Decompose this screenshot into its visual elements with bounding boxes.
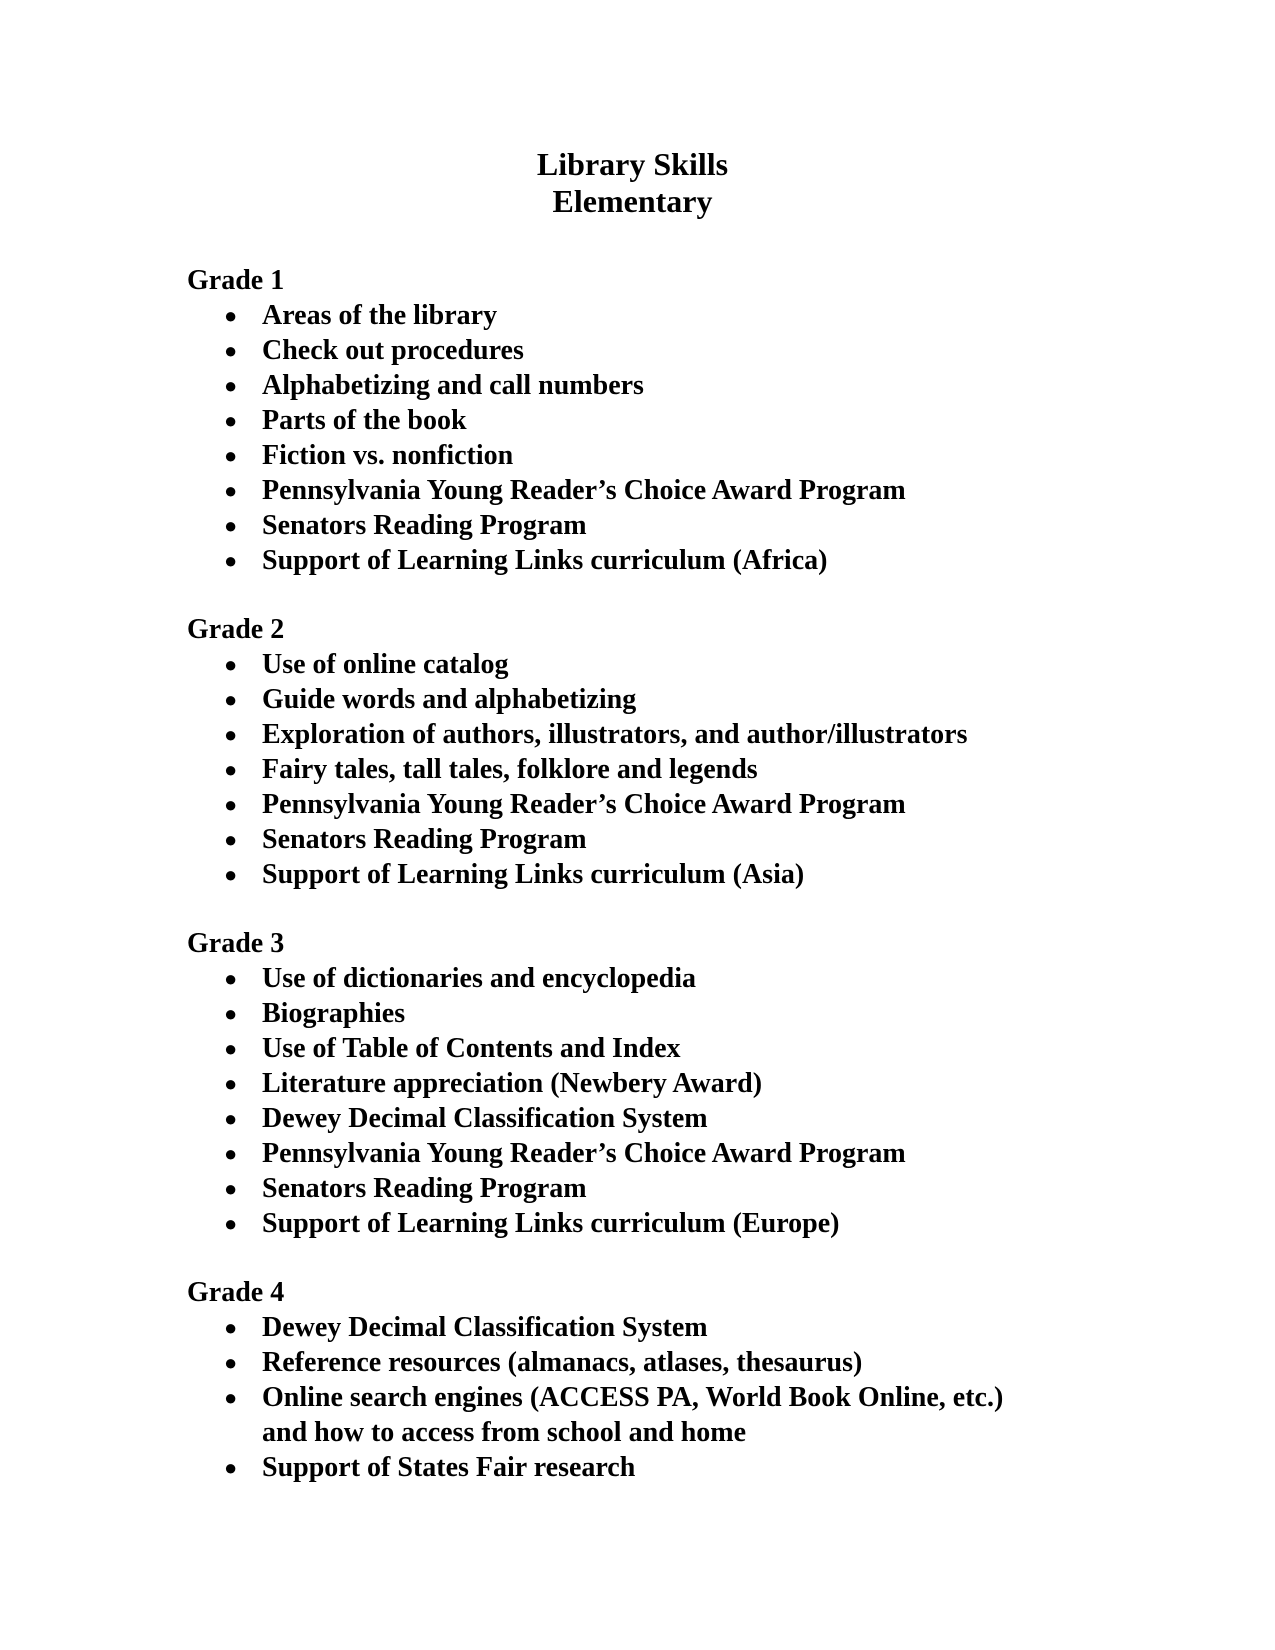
- list-item: [187, 508, 1187, 543]
- bullet-icon: ●: [224, 1106, 238, 1131]
- bullet-icon: ●: [224, 862, 238, 887]
- bullet-icon: ●: [224, 338, 238, 363]
- list-item: [187, 682, 1187, 717]
- grade-4-list: [187, 1310, 1187, 1485]
- grade-sections: [187, 263, 1187, 1519]
- list-item: [187, 1136, 1187, 1171]
- list-item-text: Support of States Fair research: [262, 1452, 636, 1483]
- list-item-text: Guide words and alphabetizing: [262, 684, 637, 715]
- grade-section-1: [187, 263, 1187, 578]
- list-item: [187, 1450, 1187, 1485]
- list-item-text: Areas of the library: [262, 300, 498, 331]
- list-item-text: Support of Learning Links curriculum (Asia): [262, 859, 805, 890]
- grade-1-list: [187, 298, 1187, 578]
- list-item-text: Reference resources (almanacs, atlases, thesaurus): [262, 1347, 863, 1378]
- bullet-icon: ●: [224, 548, 238, 573]
- list-item: [187, 647, 1187, 682]
- bullet-icon: ●: [224, 652, 238, 677]
- bullet-icon: ●: [224, 1385, 238, 1410]
- bullet-icon: ●: [224, 1455, 238, 1480]
- list-item: [187, 333, 1187, 368]
- list-item-text: Support of Learning Links curriculum (Europe): [262, 1208, 840, 1239]
- bullet-icon: ●: [224, 1350, 238, 1375]
- list-item-text: Pennsylvania Young Reader’s Choice Award Program: [262, 1138, 906, 1169]
- grade-3-list: [187, 961, 1187, 1241]
- list-item-text: Use of dictionaries and encyclopedia: [262, 963, 696, 994]
- title-line-2: Elementary: [552, 183, 713, 219]
- document-title: [0, 146, 1265, 220]
- bullet-icon: ●: [224, 722, 238, 747]
- bullet-icon: ●: [224, 513, 238, 538]
- list-item-text: Check out procedures: [262, 335, 524, 366]
- grade-section-2: [187, 612, 1187, 892]
- bullet-icon: ●: [224, 373, 238, 398]
- list-item-text: Biographies: [262, 998, 406, 1029]
- list-item: [187, 543, 1187, 578]
- grade-section-4: [187, 1275, 1187, 1485]
- list-item-text: Online search engines (ACCESS PA, World Book Online, etc.) and how to access from school and home: [262, 1382, 1004, 1448]
- list-item: [187, 787, 1187, 822]
- bullet-icon: ●: [224, 1315, 238, 1340]
- list-item: [187, 1031, 1187, 1066]
- bullet-icon: ●: [224, 757, 238, 782]
- list-item-text: Fairy tales, tall tales, folklore and legends: [262, 754, 758, 785]
- list-item: [187, 752, 1187, 787]
- bullet-icon: ●: [224, 443, 238, 468]
- list-item: [187, 1171, 1187, 1206]
- list-item-text: Use of Table of Contents and Index: [262, 1033, 681, 1064]
- grade-heading: Grade 1: [187, 265, 285, 296]
- bullet-icon: ●: [224, 1176, 238, 1201]
- list-item-text: Pennsylvania Young Reader’s Choice Award Program: [262, 789, 906, 820]
- list-item-text: Senators Reading Program: [262, 1173, 587, 1204]
- list-item-text: Exploration of authors, illustrators, and author/illustrators: [262, 719, 968, 750]
- list-item: [187, 961, 1187, 996]
- bullet-icon: ●: [224, 687, 238, 712]
- bullet-icon: ●: [224, 408, 238, 433]
- list-item-text: Support of Learning Links curriculum (Africa): [262, 545, 828, 576]
- bullet-icon: ●: [224, 966, 238, 991]
- bullet-icon: ●: [224, 1071, 238, 1096]
- bullet-icon: ●: [224, 1141, 238, 1166]
- title-line-1: Library Skills: [536, 146, 729, 182]
- list-item: [187, 368, 1187, 403]
- list-item: [187, 996, 1187, 1031]
- list-item: [187, 1345, 1187, 1380]
- list-item: [187, 1310, 1187, 1345]
- list-item-text: Use of online catalog: [262, 649, 509, 680]
- list-item: [187, 298, 1187, 333]
- bullet-icon: ●: [224, 792, 238, 817]
- list-item: [187, 822, 1187, 857]
- list-item-text: Alphabetizing and call numbers: [262, 370, 644, 401]
- list-item: [187, 857, 1187, 892]
- list-item: [187, 403, 1187, 438]
- list-item-text: Dewey Decimal Classification System: [262, 1103, 708, 1134]
- list-item-text: Senators Reading Program: [262, 510, 587, 541]
- bullet-icon: ●: [224, 478, 238, 503]
- grade-heading: Grade 3: [187, 928, 285, 959]
- grade-heading: Grade 4: [187, 1277, 285, 1308]
- list-item-text: Senators Reading Program: [262, 824, 587, 855]
- bullet-icon: ●: [224, 1001, 238, 1026]
- list-item-text: Fiction vs. nonfiction: [262, 440, 514, 471]
- grade-2-list: [187, 647, 1187, 892]
- list-item-text: Parts of the book: [262, 405, 467, 436]
- list-item: [187, 1206, 1187, 1241]
- list-item-text: Dewey Decimal Classification System: [262, 1312, 708, 1343]
- bullet-icon: ●: [224, 1211, 238, 1236]
- list-item-text: Literature appreciation (Newbery Award): [262, 1068, 763, 1099]
- bullet-icon: ●: [224, 827, 238, 852]
- bullet-icon: ●: [224, 303, 238, 328]
- list-item: [187, 473, 1187, 508]
- list-item: [187, 438, 1187, 473]
- bullet-icon: ●: [224, 1036, 238, 1061]
- list-item: [187, 1380, 1042, 1450]
- list-item: [187, 717, 1187, 752]
- list-item: [187, 1066, 1187, 1101]
- grade-section-3: [187, 926, 1187, 1241]
- list-item-text: Pennsylvania Young Reader’s Choice Award Program: [262, 475, 906, 506]
- list-item: [187, 1101, 1187, 1136]
- grade-heading: Grade 2: [187, 614, 285, 645]
